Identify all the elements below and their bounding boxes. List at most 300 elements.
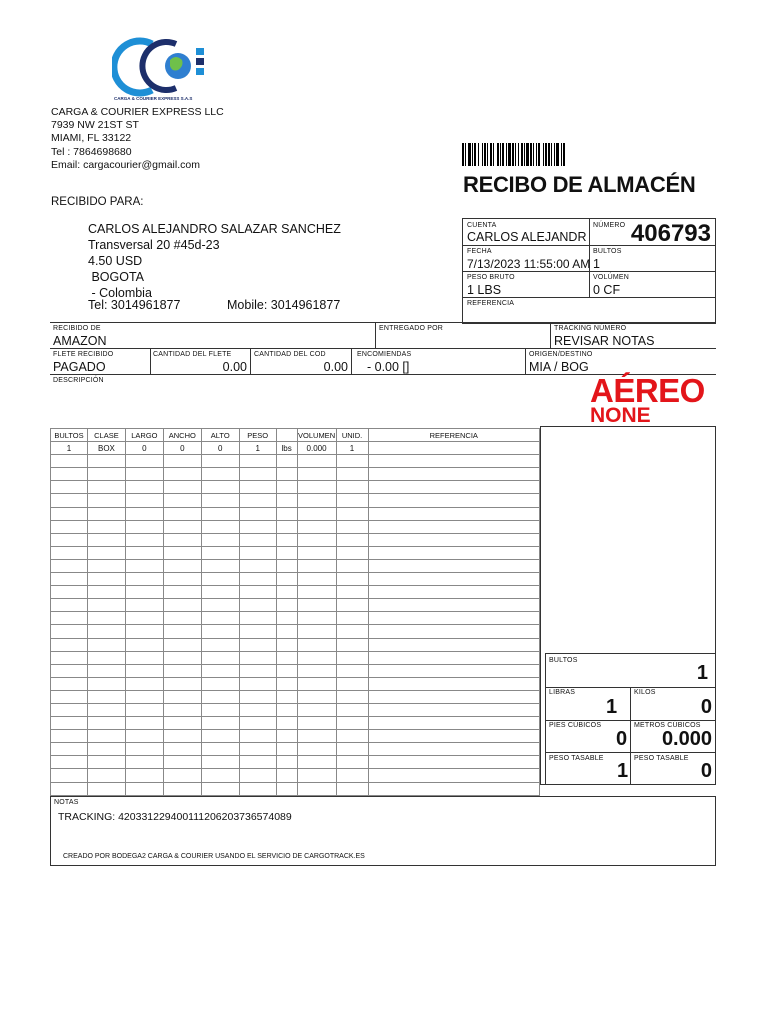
table-cell [87,782,125,795]
table-header-row [51,429,540,442]
table-cell [163,756,201,769]
sum-pies-value: 0 [616,728,628,750]
table-header-cell: BULTOS [51,429,88,442]
table-cell [297,756,336,769]
table-cell [87,730,125,743]
table-cell [87,612,125,625]
table-cell [125,782,163,795]
table-cell [163,599,201,612]
table-cell [368,507,540,520]
table-cell [276,455,297,468]
table-cell [368,468,540,481]
table-cell [87,756,125,769]
barcode-bar [530,143,532,166]
encomiendas-value: - 0.00 [] [367,360,410,374]
table-cell [87,717,125,730]
table-cell [297,651,336,664]
table-cell [125,703,163,716]
table-cell [125,573,163,586]
table-cell [87,586,125,599]
barcode-bar [508,143,511,166]
table-cell [336,546,368,559]
table-cell [201,690,239,703]
peso-bruto-label: PESO BRUTO [467,274,515,281]
table-cell [51,638,88,651]
table-cell [87,651,125,664]
barcode-bar [493,143,494,166]
table-row [51,717,540,730]
notas-footer: CREADO POR BODEGA2 CARGA & COURIER USANDO EL SERVICIO DE CARGOTRACK.ES [63,853,365,860]
table-cell [51,573,88,586]
table-cell [276,546,297,559]
barcode-bar [465,143,466,166]
table-cell [163,690,201,703]
table-cell [201,507,239,520]
barcode-bar [518,143,519,166]
table-cell [239,494,276,507]
barcode-bar [536,143,537,166]
recipient-block [88,221,341,301]
sum-peso-tasable-label: PESO TASABLE [549,755,604,762]
table-cell [276,586,297,599]
table-cell [368,481,540,494]
table-cell [51,612,88,625]
table-cell [368,677,540,690]
recibido-para-label: RECIBIDO PARA: [51,196,144,208]
table-cell [163,664,201,677]
notas-tracking: TRACKING: 420331229400111206203736574089 [58,811,292,823]
table-cell [276,743,297,756]
table-cell [336,756,368,769]
table-cell: 1 [239,442,276,455]
bultos-label: BULTOS [593,248,622,255]
table-cell [125,743,163,756]
table-cell [163,717,201,730]
table-cell [201,756,239,769]
table-cell [163,468,201,481]
company-address1: 7939 NW 21ST ST [51,119,139,132]
table-cell [239,507,276,520]
table-cell [125,664,163,677]
table-cell [276,468,297,481]
table-cell [276,690,297,703]
table-cell [368,743,540,756]
table-cell [163,546,201,559]
table-row [51,573,540,586]
table-cell [163,651,201,664]
table-cell [336,651,368,664]
table-cell [163,586,201,599]
table-cell [239,703,276,716]
table-cell [239,455,276,468]
volumen-label: VOLÚMEN [593,274,630,281]
barcode-bar [524,143,525,166]
table-cell [239,546,276,559]
table-cell [297,494,336,507]
encomiendas-label: ENCOMIENDAS [357,351,412,358]
barcode-bar [482,143,483,166]
table-cell [87,546,125,559]
table-body [51,442,540,796]
table-cell [51,468,88,481]
table-cell [368,586,540,599]
table-cell [87,677,125,690]
tracking-label: TRACKING NÚMERO [554,325,627,332]
table-cell [125,559,163,572]
table-cell [297,455,336,468]
table-header-cell: VOLUMEN [297,429,336,442]
notes-box [50,796,716,866]
descripcion-label: DESCRIPCIÓN [53,377,104,384]
table-cell [276,481,297,494]
table-cell [336,782,368,795]
table-cell [276,638,297,651]
table-cell: 1 [51,442,88,455]
table-header-cell: ALTO [201,429,239,442]
table-cell [336,507,368,520]
table-cell [125,494,163,507]
table-cell [163,494,201,507]
table-cell [201,520,239,533]
sum-libras-value: 1 [606,696,618,718]
table-header-cell: PESO [239,429,276,442]
table-cell [368,612,540,625]
table-cell [336,612,368,625]
barcode-bar [502,143,504,166]
table-cell [336,703,368,716]
table-cell [51,625,88,638]
barcode-bar [561,143,562,166]
table-cell [368,769,540,782]
table-cell [51,703,88,716]
table-cell [125,625,163,638]
table-cell [201,599,239,612]
table-row [51,455,540,468]
table-row [51,651,540,664]
sum-metros-value: 0.000 [661,728,712,750]
table-cell [368,651,540,664]
fecha-value: 7/13/2023 11:55:00 AM [467,257,591,271]
table-cell [239,586,276,599]
recipient-line2: 4.50 USD [88,254,143,268]
table-cell [87,520,125,533]
table-cell [297,586,336,599]
table-cell [336,664,368,677]
table-row [51,507,540,520]
sum-peso-tasable-kg: 0 [700,760,712,782]
table-cell [239,664,276,677]
table-cell [276,573,297,586]
table-cell [125,586,163,599]
barcode-bar [462,143,464,166]
table-cell [368,756,540,769]
company-logo [112,36,212,106]
barcode-bar [526,143,529,166]
table-cell [336,520,368,533]
barcode-bar [548,143,550,166]
table-cell [163,455,201,468]
table-cell [125,756,163,769]
table-cell [87,468,125,481]
table-cell [297,782,336,795]
table-cell [239,717,276,730]
table-cell [163,743,201,756]
table-row [51,690,540,703]
notas-label: NOTAS [54,799,79,806]
cant-cod-value: 0.00 [323,360,348,374]
table-cell [336,769,368,782]
table-cell [336,599,368,612]
table-cell [368,559,540,572]
table-header-cell [276,429,297,442]
numero-value: 406793 [630,220,711,247]
table-cell [297,546,336,559]
recipient-line1: Transversal 20 #45d-23 [88,238,220,252]
table-cell [276,599,297,612]
table-cell [297,690,336,703]
cuenta-value: CARLOS ALEJANDR [467,230,587,244]
table-cell [239,730,276,743]
table-cell [87,625,125,638]
table-cell [276,717,297,730]
table-cell [201,481,239,494]
table-cell [163,677,201,690]
sum-bultos-label: BULTOS [549,657,578,664]
table-cell [336,468,368,481]
recipient-name: CARLOS ALEJANDRO SALAZAR SANCHEZ [88,222,341,236]
table-cell [368,703,540,716]
table-cell [51,533,88,546]
table-cell [163,612,201,625]
table-cell [368,664,540,677]
items-table [50,428,540,796]
table-cell [201,730,239,743]
table-cell [276,533,297,546]
table-cell [163,625,201,638]
table-cell [201,664,239,677]
table-cell [87,455,125,468]
table-cell [336,494,368,507]
bultos-value: 1 [593,257,600,271]
table-cell [239,756,276,769]
volumen-value: 0 CF [593,283,621,297]
table-cell [297,730,336,743]
table-cell [87,599,125,612]
barcode-bar [521,143,523,166]
table-cell [125,481,163,494]
table-cell [239,743,276,756]
table-cell [297,481,336,494]
table-cell [297,717,336,730]
table-row [51,481,540,494]
table-cell [276,520,297,533]
table-row [51,782,540,795]
barcode-bar [474,143,476,166]
table-cell [276,730,297,743]
table-cell [125,533,163,546]
table-cell [201,612,239,625]
table-cell [201,533,239,546]
table-cell [51,599,88,612]
table-cell [297,638,336,651]
sum-kilos-value: 0 [700,696,712,718]
table-cell [125,717,163,730]
table-cell [163,533,201,546]
table-cell [51,481,88,494]
table-cell [51,507,88,520]
table-cell [51,664,88,677]
sum-kilos-label: KILOS [634,689,656,696]
table-cell [125,455,163,468]
table-cell [201,559,239,572]
table-cell [368,455,540,468]
table-cell [368,730,540,743]
table-cell [239,468,276,481]
barcode-bar [497,143,499,166]
table-cell [201,651,239,664]
table-row [51,520,540,533]
table-row [51,625,540,638]
table-cell [336,573,368,586]
fecha-label: FECHA [467,248,492,255]
table-cell [368,546,540,559]
company-info [51,106,224,172]
table-cell [163,507,201,520]
table-cell [201,782,239,795]
info-box [462,218,716,324]
table-cell [163,520,201,533]
table-cell [239,533,276,546]
table-cell: 0.000 [297,442,336,455]
table-cell [239,481,276,494]
table-cell [297,625,336,638]
table-cell [87,559,125,572]
table-cell [336,533,368,546]
table-cell [201,625,239,638]
table-header-cell: ANCHO [163,429,201,442]
table-cell [276,756,297,769]
table-cell [239,769,276,782]
flete-label: FLETE RECIBIDO [53,351,114,358]
table-cell [87,664,125,677]
table-cell [239,625,276,638]
table-cell [368,573,540,586]
table-cell [297,507,336,520]
table-cell [51,717,88,730]
table-cell [201,743,239,756]
table-cell [163,703,201,716]
table-cell [368,638,540,651]
sum-libras-label: LIBRAS [549,689,576,696]
referencia-label: REFERENCIA [467,300,515,307]
table-cell [297,677,336,690]
table-row [51,703,540,716]
table-cell [368,599,540,612]
origen-label: ORIGEN/DESTINO [529,351,593,358]
recipient-line4: - Colombia [88,286,152,300]
table-cell [336,559,368,572]
barcode-bar [487,143,488,166]
sum-peso-tasable-label2: PESO TASABLE [634,755,689,762]
table-cell [276,703,297,716]
table-cell [276,677,297,690]
table-cell [276,612,297,625]
recipient-mobile: Mobile: 3014961877 [227,298,341,312]
table-cell [87,507,125,520]
table-cell [297,664,336,677]
table-cell [201,638,239,651]
table-cell [276,625,297,638]
table-cell [163,638,201,651]
barcode-bar [554,143,555,166]
company-tel: Tel : 7864698680 [51,145,132,158]
table-cell [336,625,368,638]
table-cell [276,782,297,795]
table-cell [163,559,201,572]
table-cell [51,756,88,769]
table-cell [336,481,368,494]
table-cell [276,494,297,507]
page-title: RECIBO DE ALMACÉN [463,172,696,197]
table-cell [239,599,276,612]
table-row [51,468,540,481]
table-cell [51,690,88,703]
sum-metros-label: METROS CÚBICOS [634,722,701,729]
barcode-bar [515,143,516,166]
table-cell [87,494,125,507]
table-cell [51,782,88,795]
table-cell [125,769,163,782]
barcode-bar [543,143,544,166]
table-row [51,599,540,612]
table-cell [125,546,163,559]
table-cell: 1 [336,442,368,455]
table-row [51,664,540,677]
table-cell [297,769,336,782]
sum-bultos-value: 1 [696,662,708,684]
barcode-bar [506,143,507,166]
numero-label: NÚMERO [593,222,626,229]
table-row [51,586,540,599]
table-cell [87,690,125,703]
table-cell [163,573,201,586]
table-cell [336,586,368,599]
table-cell: 0 [201,442,239,455]
table-cell [368,690,540,703]
table-cell [336,743,368,756]
table-cell [163,730,201,743]
barcode-icon [462,143,607,166]
table-row [51,612,540,625]
table-cell [297,703,336,716]
table-cell [125,638,163,651]
cant-cod-label: CANTIDAD DEL COD [254,351,326,358]
table-cell [163,782,201,795]
table-cell [368,494,540,507]
table-cell [201,586,239,599]
table-cell [297,520,336,533]
table-cell [276,507,297,520]
table-cell [51,677,88,690]
table-header-cell: UNID. [336,429,368,442]
flete-value: PAGADO [53,360,106,374]
table-row [51,559,540,572]
table-cell [51,651,88,664]
table-header-cell: CLASE [87,429,125,442]
table-cell [51,520,88,533]
table-cell [201,455,239,468]
table-cell [239,782,276,795]
